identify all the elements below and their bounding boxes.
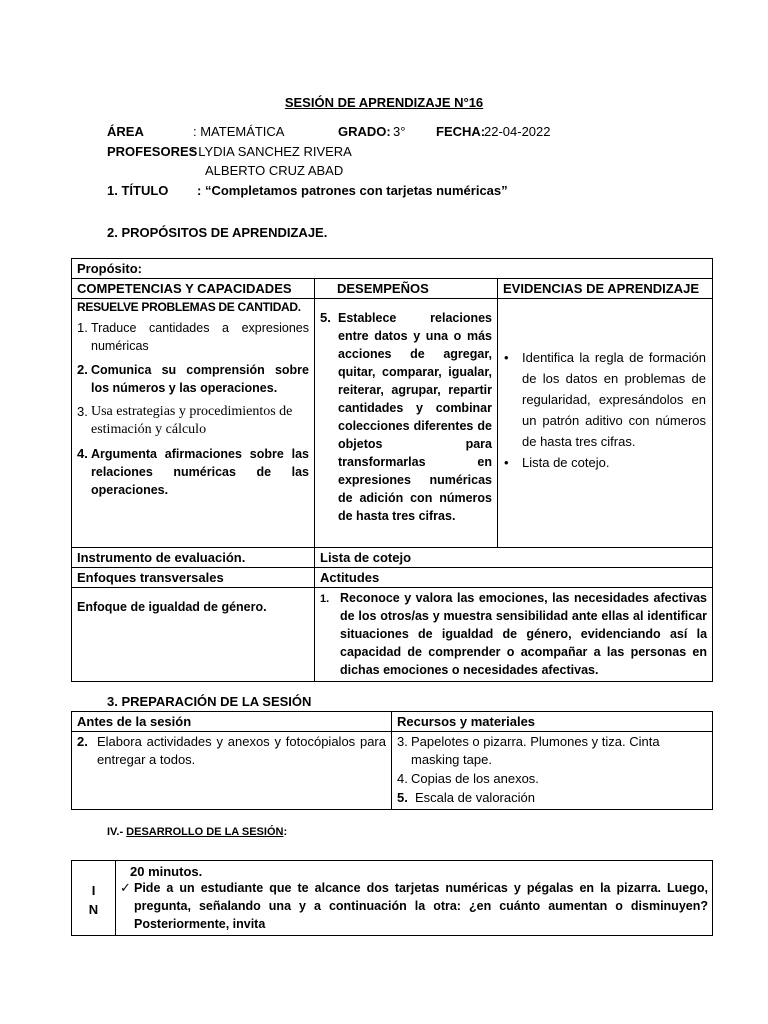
recursos-cell bbox=[392, 732, 713, 810]
actitud-item: 1. Reconoce y valora las emociones, las necesidades afectivas de los otros/as y muestra sensibilidad ante ellas al identificar situaciones de igualdad de género, evidenciando así la capacidad de comprender o acompañar a las personas en dichas emociones o necesidades afectivas. bbox=[320, 591, 708, 677]
list-item: 4. Copias de los anexos. bbox=[397, 771, 539, 786]
list-item: 2. Elabora actividades y anexos y fotocópialos para entregar a todos. bbox=[77, 734, 386, 767]
purpose-table bbox=[71, 258, 713, 682]
profesor-1: : LYDIA SANCHEZ RIVERA bbox=[191, 144, 352, 159]
actitudes-label: Actitudes bbox=[315, 568, 713, 588]
desempeno-item: 5. Establece relaciones entre datos y una o más acciones de agregar, quitar, comparar, igualar, reiterar, agrupar, repartir cantidades y combinar colecciones diferentes de objetos para transformarlas en expresiones numéricas de adición con números de hasta tres cifras. bbox=[320, 310, 492, 523]
list-item: 5. Escala de valoración bbox=[397, 790, 535, 805]
preparation-table bbox=[71, 711, 713, 810]
column-header-evidencias: EVIDENCIAS DE APRENDIZAJE bbox=[498, 279, 713, 299]
list-item: 3. Papelotes o pizarra. Plumones y tiza. Cinta masking tape. bbox=[397, 734, 660, 767]
competencias-cell bbox=[72, 299, 315, 548]
column-header-recursos: Recursos y materiales bbox=[392, 712, 713, 732]
column-header-desempenos: DESEMPEÑOS bbox=[315, 279, 498, 299]
list-item: 2. Comunica su comprensión sobre los números y las operaciones. bbox=[77, 362, 309, 395]
profesores-label: PROFESORES bbox=[107, 144, 198, 159]
list-item: 4. Argumenta afirmaciones sobre las relaciones numéricas de las operaciones. bbox=[77, 446, 309, 497]
evidencias-cell bbox=[498, 299, 713, 548]
time-label: 20 minutos. bbox=[130, 864, 203, 879]
enfoques-label: Enfoques transversales bbox=[72, 568, 315, 588]
bullet-icon: • bbox=[504, 350, 509, 365]
area-value: : MATEMÁTICA bbox=[193, 124, 285, 139]
grado-label: GRADO: bbox=[338, 124, 391, 139]
phase-cell bbox=[72, 861, 116, 936]
desempenos-cell bbox=[315, 299, 498, 548]
list-item: • Lista de cotejo. bbox=[504, 452, 706, 473]
check-icon: ✓ bbox=[120, 880, 131, 895]
section-heading-propositos: 2. PROPÓSITOS DE APRENDIZAJE. bbox=[107, 225, 328, 240]
instrumento-label: Instrumento de evaluación. bbox=[72, 548, 315, 568]
titulo-label: 1. TÍTULO bbox=[107, 183, 169, 198]
phase-letter: I bbox=[91, 883, 96, 898]
list-item: 3. Usa estrategias y procedimientos de estimación y cálculo bbox=[77, 404, 293, 437]
list-item: 1. Traduce cantidades a expresiones numéricas bbox=[77, 320, 309, 353]
actitud-cell bbox=[315, 588, 713, 682]
column-header-antes: Antes de la sesión bbox=[72, 712, 392, 732]
list-item: • Identifica la regla de formación de los datos en problemas de regularidad, expresándolos en un patrón aditivo con números de hasta tres cifras. bbox=[504, 347, 706, 452]
section-heading-desarrollo: IV.- DESARROLLO DE LA SESIÓN: bbox=[107, 826, 288, 838]
titulo-value: : “Completamos patrones con tarjetas numéricas” bbox=[197, 183, 508, 198]
bullet-icon: • bbox=[504, 455, 509, 470]
area-label: ÁREA bbox=[107, 124, 144, 139]
profesor-2: ALBERTO CRUZ ABAD bbox=[205, 163, 344, 178]
fecha-value: 22-04-2022 bbox=[484, 124, 551, 139]
development-cell bbox=[116, 861, 713, 936]
development-table bbox=[71, 860, 713, 936]
activity-item: ✓ Pide a un estudiante que te alcance dos tarjetas numéricas y pégalas en la pizarra. Luego, pregunta, señalando una y a continuación la otra: ¿en cuánto aumentan o disminuyen? Posteriormente, invita bbox=[120, 880, 708, 931]
phase-letter: N bbox=[88, 902, 99, 917]
enfoque-value: Enfoque de igualdad de género. bbox=[72, 588, 315, 682]
instrumento-value: Lista de cotejo bbox=[315, 548, 713, 568]
proposito-label: Propósito: bbox=[72, 259, 713, 279]
antes-cell bbox=[72, 732, 392, 810]
section-heading-preparacion: 3. PREPARACIÓN DE LA SESIÓN bbox=[107, 694, 312, 709]
page-title: SESIÓN DE APRENDIZAJE N°16 bbox=[284, 95, 484, 110]
grado-value: 3° bbox=[393, 124, 406, 139]
fecha-label: FECHA: bbox=[436, 124, 486, 139]
column-header-competencias: COMPETENCIAS Y CAPACIDADES bbox=[72, 279, 315, 299]
competencia-title: RESUELVE PROBLEMAS DE CANTIDAD. bbox=[77, 300, 301, 314]
